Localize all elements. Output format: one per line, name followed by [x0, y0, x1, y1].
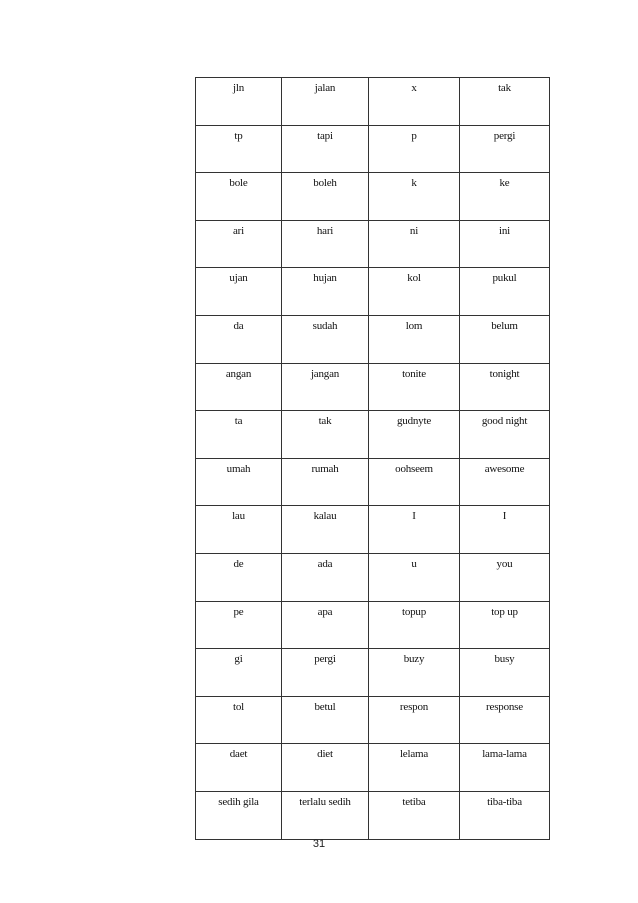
table-cell-meaning: tak: [282, 411, 369, 459]
table-cell-abbreviation: lom: [369, 315, 460, 363]
table-cell-abbreviation: kol: [369, 268, 460, 316]
table-cell-meaning: jangan: [282, 363, 369, 411]
table-cell-meaning: tonight: [460, 363, 550, 411]
table-cell-abbreviation: angan: [196, 363, 282, 411]
table-cell-abbreviation: de: [196, 553, 282, 601]
table-cell-meaning: tiba-tiba: [460, 791, 550, 839]
table-cell-meaning: jalan: [282, 78, 369, 126]
table-cell-abbreviation: umah: [196, 458, 282, 506]
table-cell-abbreviation: x: [369, 78, 460, 126]
table-cell-abbreviation: ni: [369, 220, 460, 268]
table-cell-abbreviation: u: [369, 553, 460, 601]
table-cell-abbreviation: gi: [196, 649, 282, 697]
table-cell-meaning: pergi: [282, 649, 369, 697]
table-cell-meaning: kalau: [282, 506, 369, 554]
table-cell-abbreviation: jln: [196, 78, 282, 126]
table-cell-abbreviation: daet: [196, 744, 282, 792]
table-cell-meaning: I: [460, 506, 550, 554]
table-cell-abbreviation: pe: [196, 601, 282, 649]
table-cell-meaning: top up: [460, 601, 550, 649]
table-cell-abbreviation: tol: [196, 696, 282, 744]
table-cell-meaning: pergi: [460, 125, 550, 173]
table-cell-abbreviation: bole: [196, 173, 282, 221]
table-cell-abbreviation: ta: [196, 411, 282, 459]
page-number: 31: [312, 838, 326, 850]
table-cell-meaning: ke: [460, 173, 550, 221]
table-cell-abbreviation: ari: [196, 220, 282, 268]
table-cell-meaning: hari: [282, 220, 369, 268]
table-cell-meaning: terlalu sedih: [282, 791, 369, 839]
table-row: [196, 363, 550, 411]
word-table-body: [196, 78, 550, 840]
table-cell-meaning: busy: [460, 649, 550, 697]
table-cell-abbreviation: p: [369, 125, 460, 173]
table-cell-meaning: rumah: [282, 458, 369, 506]
table-cell-meaning: hujan: [282, 268, 369, 316]
table-cell-abbreviation: lau: [196, 506, 282, 554]
table-cell-meaning: awesome: [460, 458, 550, 506]
table-cell-abbreviation: tonite: [369, 363, 460, 411]
table-cell-abbreviation: gudnyte: [369, 411, 460, 459]
table-cell-meaning: ini: [460, 220, 550, 268]
table-row: [196, 649, 550, 697]
table-cell-meaning: belum: [460, 315, 550, 363]
table-cell-meaning: good night: [460, 411, 550, 459]
table-cell-abbreviation: tetiba: [369, 791, 460, 839]
table-cell-abbreviation: topup: [369, 601, 460, 649]
table-row: [196, 696, 550, 744]
table-cell-abbreviation: oohseem: [369, 458, 460, 506]
table-row: [196, 78, 550, 126]
table-cell-meaning: betul: [282, 696, 369, 744]
table-cell-meaning: response: [460, 696, 550, 744]
table-row: [196, 315, 550, 363]
table-cell-abbreviation: k: [369, 173, 460, 221]
table-cell-meaning: tapi: [282, 125, 369, 173]
table-cell-abbreviation: tp: [196, 125, 282, 173]
table-cell-abbreviation: ujan: [196, 268, 282, 316]
table-row: [196, 744, 550, 792]
table-cell-meaning: lama-lama: [460, 744, 550, 792]
table-cell-abbreviation: lelama: [369, 744, 460, 792]
table-cell-abbreviation: da: [196, 315, 282, 363]
table-row: [196, 220, 550, 268]
table-cell-abbreviation: respon: [369, 696, 460, 744]
table-row: [196, 553, 550, 601]
table-row: [196, 125, 550, 173]
table-row: [196, 791, 550, 839]
table-row: [196, 601, 550, 649]
table-row: [196, 458, 550, 506]
table-cell-meaning: apa: [282, 601, 369, 649]
table-cell-meaning: tak: [460, 78, 550, 126]
table-cell-meaning: you: [460, 553, 550, 601]
word-table: [195, 77, 550, 840]
table-row: [196, 411, 550, 459]
table-cell-meaning: sudah: [282, 315, 369, 363]
table-cell-abbreviation: I: [369, 506, 460, 554]
table-cell-abbreviation: buzy: [369, 649, 460, 697]
table-cell-meaning: boleh: [282, 173, 369, 221]
table-cell-meaning: pukul: [460, 268, 550, 316]
table-row: [196, 173, 550, 221]
table-cell-meaning: diet: [282, 744, 369, 792]
table-row: [196, 506, 550, 554]
table-row: [196, 268, 550, 316]
table-cell-abbreviation: sedih gila: [196, 791, 282, 839]
table-cell-meaning: ada: [282, 553, 369, 601]
